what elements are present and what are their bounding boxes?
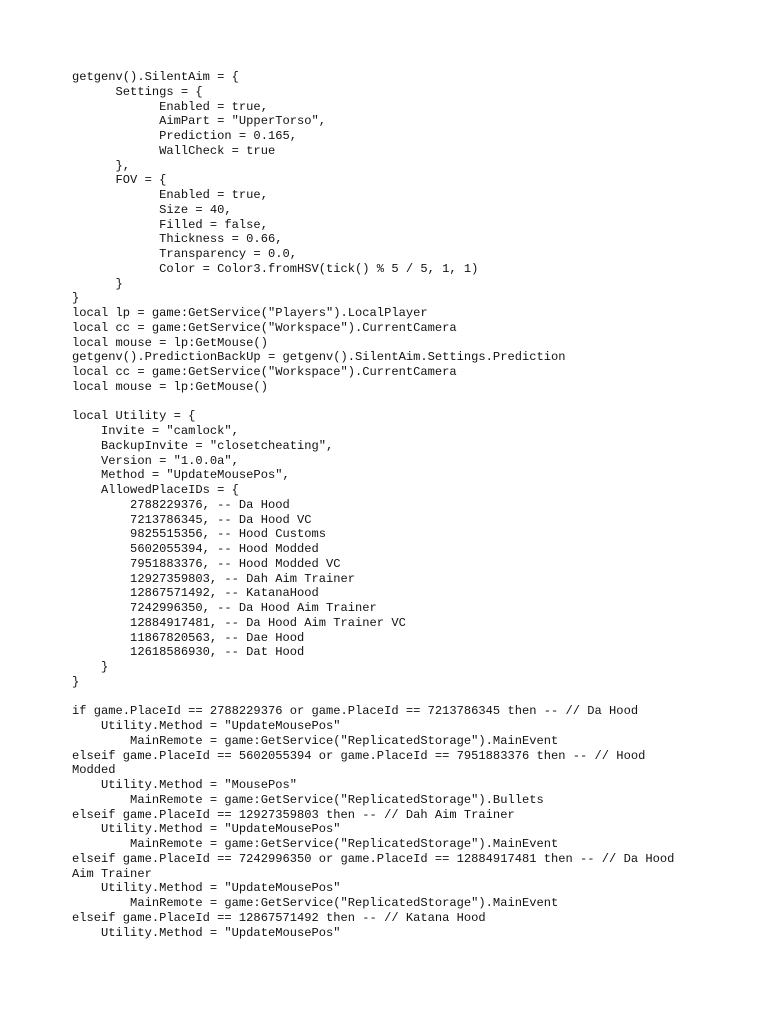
code-line: elseif game.PlaceId == 5602055394 or game.PlaceId == 7951883376 then -- // Hood xyxy=(72,748,646,763)
code-line: Transparency = 0.0, xyxy=(72,247,297,261)
code-line: MainRemote = game:GetService("ReplicatedStorage").Bullets xyxy=(72,792,544,807)
code-line: if game.PlaceId == 2788229376 or game.PlaceId == 7213786345 then -- // Da Hood xyxy=(72,704,639,719)
code-line: Utility.Method = "UpdateMousePos" xyxy=(72,822,341,837)
code-line: 5602055394, -- Hood Modded xyxy=(72,542,319,556)
code-line: } xyxy=(72,660,109,674)
code-line: local lp = game:GetService("Players").LocalPlayer xyxy=(72,306,428,320)
code-line: }, xyxy=(72,158,131,173)
code-line: getgenv().SilentAim = { xyxy=(72,70,239,84)
code-line: AllowedPlaceIDs = { xyxy=(72,483,239,497)
code-line: MainRemote = game:GetService("ReplicatedStorage").MainEvent xyxy=(72,837,559,851)
code-line: 12927359803, -- Dah Aim Trainer xyxy=(72,571,356,586)
code-line: 2788229376, -- Da Hood xyxy=(72,497,290,512)
code-listing xyxy=(72,70,712,940)
code-line: Utility.Method = "UpdateMousePos" xyxy=(72,719,341,733)
code-line: Method = "UpdateMousePos", xyxy=(72,468,290,483)
code-line: elseif game.PlaceId == 12927359803 then -- // Dah Aim Trainer xyxy=(72,807,515,822)
code-line: Version = "1.0.0a", xyxy=(72,453,239,468)
code-line: local Utility = { xyxy=(72,409,196,424)
code-line: 11867820563, -- Dae Hood xyxy=(72,630,305,645)
code-line: 12867571492, -- KatanaHood xyxy=(72,586,319,601)
code-line: 7951883376, -- Hood Modded VC xyxy=(72,556,341,571)
code-line: Color = Color3.fromHSV(tick() % 5 / 5, 1, 1) xyxy=(72,261,479,276)
code-line: 9825515356, -- Hood Customs xyxy=(72,527,327,542)
code-line: FOV = { xyxy=(72,173,167,188)
code-line: 12884917481, -- Da Hood Aim Trainer VC xyxy=(72,615,406,630)
code-line xyxy=(72,690,712,705)
code-line: elseif game.PlaceId == 12867571492 then -- // Katana Hood xyxy=(72,910,486,925)
code-line: Invite = "camlock", xyxy=(72,424,239,438)
code-line: 12618586930, -- Dat Hood xyxy=(72,645,305,660)
code-line: } xyxy=(72,674,80,689)
code-line: Aim Trainer xyxy=(72,866,152,881)
code-line: local cc = game:GetService("Workspace").CurrentCamera xyxy=(72,320,457,335)
code-line: MainRemote = game:GetService("ReplicatedStorage").MainEvent xyxy=(72,896,559,910)
code-line: Modded xyxy=(72,763,116,778)
code-line: elseif game.PlaceId == 7242996350 or game.PlaceId == 12884917481 then -- // Da Hood xyxy=(72,851,675,866)
code-line: BackupInvite = "closetcheating", xyxy=(72,438,334,453)
code-line: Filled = false, xyxy=(72,217,268,232)
code-line: WallCheck = true xyxy=(72,143,276,158)
code-line: local mouse = lp:GetMouse() xyxy=(72,379,268,394)
code-line: 7213786345, -- Da Hood VC xyxy=(72,512,312,527)
code-line: 7242996350, -- Da Hood Aim Trainer xyxy=(72,601,377,615)
code-line: Utility.Method = "UpdateMousePos" xyxy=(72,881,341,896)
code-line: Utility.Method = "UpdateMousePos" xyxy=(72,925,341,940)
code-line: } xyxy=(72,276,123,291)
code-line: local mouse = lp:GetMouse() xyxy=(72,335,268,350)
code-line: Enabled = true, xyxy=(72,188,268,202)
code-line: Thickness = 0.66, xyxy=(72,232,283,247)
code-line: AimPart = "UpperTorso", xyxy=(72,114,327,129)
code-line: Enabled = true, xyxy=(72,99,268,114)
code-line: local cc = game:GetService("Workspace").CurrentCamera xyxy=(72,365,457,379)
code-line: } xyxy=(72,291,80,306)
code-line xyxy=(72,395,712,410)
code-line: getgenv().PredictionBackUp = getgenv().SilentAim.Settings.Prediction xyxy=(72,350,566,365)
code-line: MainRemote = game:GetService("ReplicatedStorage").MainEvent xyxy=(72,733,559,748)
code-line: Settings = { xyxy=(72,84,203,99)
code-line: Prediction = 0.165, xyxy=(72,129,297,143)
code-line: Size = 40, xyxy=(72,202,232,217)
code-line: Utility.Method = "MousePos" xyxy=(72,778,297,792)
